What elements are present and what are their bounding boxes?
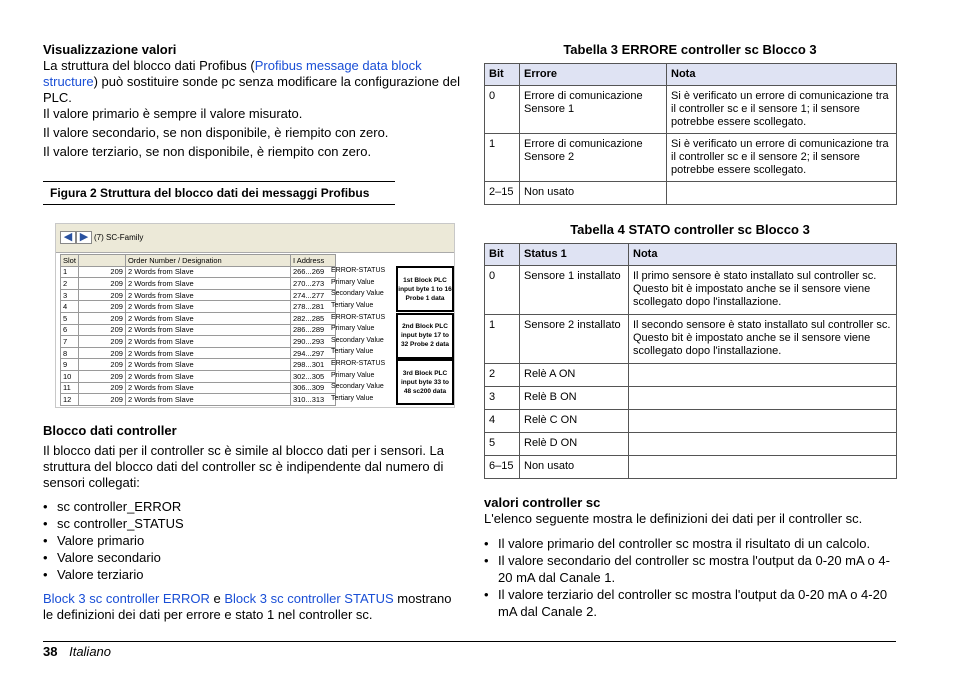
figure-toolbar	[56, 224, 454, 253]
block-group-label: Primary Value	[331, 278, 375, 286]
table4-row	[485, 410, 897, 433]
table4-cell	[629, 387, 897, 410]
table3-caption: Tabella 3 ERRORE controller sc Blocco 3	[563, 42, 817, 57]
block-group	[329, 312, 453, 357]
bullet-item: • Valore primario	[43, 532, 443, 549]
block-group-labels	[331, 312, 395, 358]
block-title: Blocco dati controller	[43, 423, 177, 438]
values-intro: L'elenco seguente mostra le definizioni dei dati per il controller sc.	[484, 511, 863, 526]
slot-cell: 302...305	[290, 370, 335, 382]
slot-cell: 294...297	[290, 347, 335, 359]
table4-cell: Il secondo sensore è stato installato sul controller sc. Questo bit è impostato anche se il sensore viene scollegato dopo l'installazione.	[629, 315, 897, 364]
slot-cell: 5	[61, 312, 79, 324]
section-title: Visualizzazione valori	[43, 42, 177, 57]
table3-header: Bit Errore Nota	[485, 64, 897, 86]
table4-header: Bit Status 1 Nota	[485, 244, 897, 266]
table4-cell: Il primo sensore è stato installato sul controller sc. Questo bit è impostato anche se il sensore viene scollegato dopo l'installazione.	[629, 266, 897, 315]
table3-row	[485, 182, 897, 205]
values-bullet-item: • Il valore primario del controller sc mostra il risultato di un calcolo.	[484, 535, 898, 552]
slot-row[interactable]	[61, 278, 336, 290]
family-label: (7) SC-Family	[94, 233, 144, 242]
slot-cell: 2 Words from Slave	[125, 289, 290, 301]
slot-cell: 2 Words from Slave	[125, 359, 290, 371]
slot-cell: 2	[61, 278, 79, 290]
values-title: valori controller sc	[484, 495, 601, 510]
slot-cell: 7	[61, 336, 79, 348]
forward-arrow-icon: ▶	[76, 231, 92, 244]
table3-cell: Si è verificato un errore di comunicazione tra il controller sc e il sensore 1; il sensore potrebbe essere scollegato.	[667, 86, 897, 134]
table4-cell: 4	[485, 410, 520, 433]
slot-cell: 2 Words from Slave	[125, 382, 290, 394]
block-paragraph: Il blocco dati per il controller sc è simile al blocco dati per i sensori. La struttura del blocco dati del controller sc è indipendente dal numero di sensori collegati:	[43, 443, 445, 490]
slot-cell: 12	[61, 394, 79, 406]
block-group-labels	[331, 358, 395, 404]
slot-row[interactable]	[61, 394, 336, 406]
slot-cell: 290...293	[290, 336, 335, 348]
table3-row	[485, 134, 897, 182]
slot-row[interactable]	[61, 370, 336, 382]
table4-cell: Relè C ON	[520, 410, 629, 433]
para-secondary: Il valore secondario, se non disponibile, è riempito con zero.	[43, 125, 389, 140]
table3-cell: Si è verificato un errore di comunicazione tra il controller sc e il sensore 2; il sensore potrebbe essere scollegato.	[667, 134, 897, 182]
slot-cell: 209	[78, 301, 125, 313]
block-group-box-text: 3rd Block PLC input byte 33 to 48 sc200 data	[400, 369, 450, 395]
slot-row[interactable]	[61, 347, 336, 359]
table3-cell: Errore di comunicazione Sensore 2	[520, 134, 667, 182]
slot-row[interactable]	[61, 324, 336, 336]
block-group	[329, 358, 453, 403]
slot-cell: 2 Words from Slave	[125, 278, 290, 290]
slot-cell: 282...285	[290, 312, 335, 324]
table4-cell: 5	[485, 433, 520, 456]
block-group-box	[396, 266, 454, 312]
slot-row[interactable]	[61, 359, 336, 371]
table3-cell: 1	[485, 134, 520, 182]
table4-row	[485, 315, 897, 364]
back-arrow-icon: ◀	[60, 231, 76, 244]
block-group-labels	[331, 265, 395, 311]
slot-row[interactable]	[61, 382, 336, 394]
block-group-label: Primary Value	[331, 325, 375, 333]
slot-cell: 209	[78, 324, 125, 336]
slot-cell: 209	[78, 266, 125, 278]
slot-cell: 270...273	[290, 278, 335, 290]
table3-cell: 0	[485, 86, 520, 134]
slot-cell: 209	[78, 336, 125, 348]
table4-row	[485, 387, 897, 410]
bullet-item: • sc controller_ERROR	[43, 498, 443, 515]
slot-cell: 2 Words from Slave	[125, 336, 290, 348]
block-group-label: ERROR-STATUS	[331, 313, 386, 321]
intro-paragraph: La struttura del blocco dati Profibus (Profibus message data block structure) può sostituire sonde pc senza modificare la configurazione del PLC.	[43, 58, 460, 105]
slot-row[interactable]	[61, 301, 336, 313]
para-primary: Il valore primario è sempre il valore misurato.	[43, 106, 303, 121]
slot-cell: 11	[61, 382, 79, 394]
slot-table	[60, 254, 336, 406]
page-number: 38	[43, 644, 58, 659]
slot-cell: 9	[61, 359, 79, 371]
values-bullet-item: • Il valore terziario del controller sc mostra l'output da 0-20 mA o 4-20 mA dal Canale 2.	[484, 586, 898, 620]
slot-cell: 209	[78, 382, 125, 394]
table4-cell: 2	[485, 364, 520, 387]
figure-caption: Figura 2 Struttura del blocco dati dei messaggi Profibus	[50, 186, 370, 200]
table4	[484, 243, 897, 479]
bullet-item: • Valore secondario	[43, 549, 443, 566]
links-paragraph: Block 3 sc controller ERROR e Block 3 sc controller STATUS mostrano le definizioni dei dati per errore e stato 1 nel controller sc.	[43, 591, 452, 622]
values-bullet-item: • Il valore secondario del controller sc mostra l'output da 0-20 mA o 4-20 mA dal Canale 1.	[484, 552, 898, 586]
slot-cell: 266...269	[290, 266, 335, 278]
slot-cell: 2 Words from Slave	[125, 266, 290, 278]
table4-cell: 6–15	[485, 456, 520, 479]
table4-cell: Relè D ON	[520, 433, 629, 456]
slot-row[interactable]	[61, 289, 336, 301]
block3-error-link[interactable]: Block 3 sc controller ERROR	[43, 591, 210, 606]
footer-language: Italiano	[69, 644, 112, 659]
slot-cell: 209	[78, 278, 125, 290]
block-group-label: Tertiary Value	[331, 301, 374, 309]
slot-cell: 286...289	[290, 324, 335, 336]
slot-cell: 6	[61, 324, 79, 336]
block-group-label: Tertiary Value	[331, 394, 374, 402]
slot-cell: 298...301	[290, 359, 335, 371]
slot-cell: 209	[78, 394, 125, 406]
slot-cell: 274...277	[290, 289, 335, 301]
slot-cell: 209	[78, 370, 125, 382]
footer-rule	[43, 641, 896, 642]
table4-cell: 0	[485, 266, 520, 315]
slot-cell: 306...309	[290, 382, 335, 394]
slot-cell: 3	[61, 289, 79, 301]
bullet-item: • sc controller_STATUS	[43, 515, 443, 532]
table3-cell: Non usato	[520, 182, 667, 205]
slot-row[interactable]	[61, 336, 336, 348]
table4-cell	[629, 410, 897, 433]
slot-cell: 10	[61, 370, 79, 382]
table4-cell: Relè A ON	[520, 364, 629, 387]
slot-row[interactable]	[61, 266, 336, 278]
slot-cell: 310...313	[290, 394, 335, 406]
slot-cell: 2 Words from Slave	[125, 301, 290, 313]
table4-cell	[629, 364, 897, 387]
slot-cell: 2 Words from Slave	[125, 394, 290, 406]
slot-cell: 2 Words from Slave	[125, 370, 290, 382]
block-group-label: Tertiary Value	[331, 348, 374, 356]
block-group-label: Secondary Value	[331, 290, 384, 298]
block-group-box	[396, 313, 454, 359]
table4-row	[485, 456, 897, 479]
table4-cell: 1	[485, 315, 520, 364]
table4-cell: Sensore 2 installato	[520, 315, 629, 364]
figure-caption-rule-bottom	[43, 204, 395, 205]
table3-row	[485, 86, 897, 134]
slot-cell: 8	[61, 347, 79, 359]
block-group-label: Secondary Value	[331, 383, 384, 391]
footer	[43, 644, 111, 660]
slot-cell: 2 Words from Slave	[125, 347, 290, 359]
para-tertiary: Il valore terziario, se non disponibile, è riempito con zero.	[43, 144, 372, 159]
slot-row[interactable]	[61, 312, 336, 324]
table4-cell: 3	[485, 387, 520, 410]
table4-cell: Sensore 1 installato	[520, 266, 629, 315]
table3-cell	[667, 182, 897, 205]
slot-cell: 1	[61, 266, 79, 278]
slot-cell: 2 Words from Slave	[125, 324, 290, 336]
table4-caption: Tabella 4 STATO controller sc Blocco 3	[570, 222, 810, 237]
block-group-label: ERROR-STATUS	[331, 360, 386, 367]
table4-row	[485, 433, 897, 456]
table4-row	[485, 266, 897, 315]
table3-cell: Errore di comunicazione Sensore 1	[520, 86, 667, 134]
slot-cell: 209	[78, 312, 125, 324]
slot-cell: 4	[61, 301, 79, 313]
slot-cell: 209	[78, 347, 125, 359]
block-group-box	[396, 359, 454, 405]
block-group-label: Secondary Value	[331, 336, 384, 344]
table4-cell: Non usato	[520, 456, 629, 479]
table4-cell	[629, 456, 897, 479]
block-group	[329, 265, 453, 310]
block3-status-link[interactable]: Block 3 sc controller STATUS	[224, 591, 394, 606]
slot-cell: 278...281	[290, 301, 335, 313]
slot-cell: 209	[78, 359, 125, 371]
values-bullet-list	[484, 535, 898, 620]
table3	[484, 63, 897, 205]
bullet-item: • Valore terziario	[43, 566, 443, 583]
block-group-label: Primary Value	[331, 371, 375, 379]
figure-caption-rule	[43, 181, 395, 182]
table4-cell: Relè B ON	[520, 387, 629, 410]
profibus-structure-link[interactable]: Profibus message data block structure	[43, 58, 422, 89]
block-group-label: ERROR-STATUS	[331, 267, 386, 274]
table4-row	[485, 364, 897, 387]
slot-cell: 2 Words from Slave	[125, 312, 290, 324]
profibus-structure-figure	[55, 223, 455, 408]
table4-cell	[629, 433, 897, 456]
block-bullet-list	[43, 498, 443, 583]
block-group-box-text: 1st Block PLC input byte 1 to 16 Probe 1 data	[398, 276, 452, 302]
table3-cell: 2–15	[485, 182, 520, 205]
slot-cell: 209	[78, 289, 125, 301]
block-group-box-text: 2nd Block PLC input byte 17 to 32 Probe 2 data	[400, 323, 450, 348]
slot-table-header: Slot Order Number / Designation I Address	[61, 255, 336, 267]
